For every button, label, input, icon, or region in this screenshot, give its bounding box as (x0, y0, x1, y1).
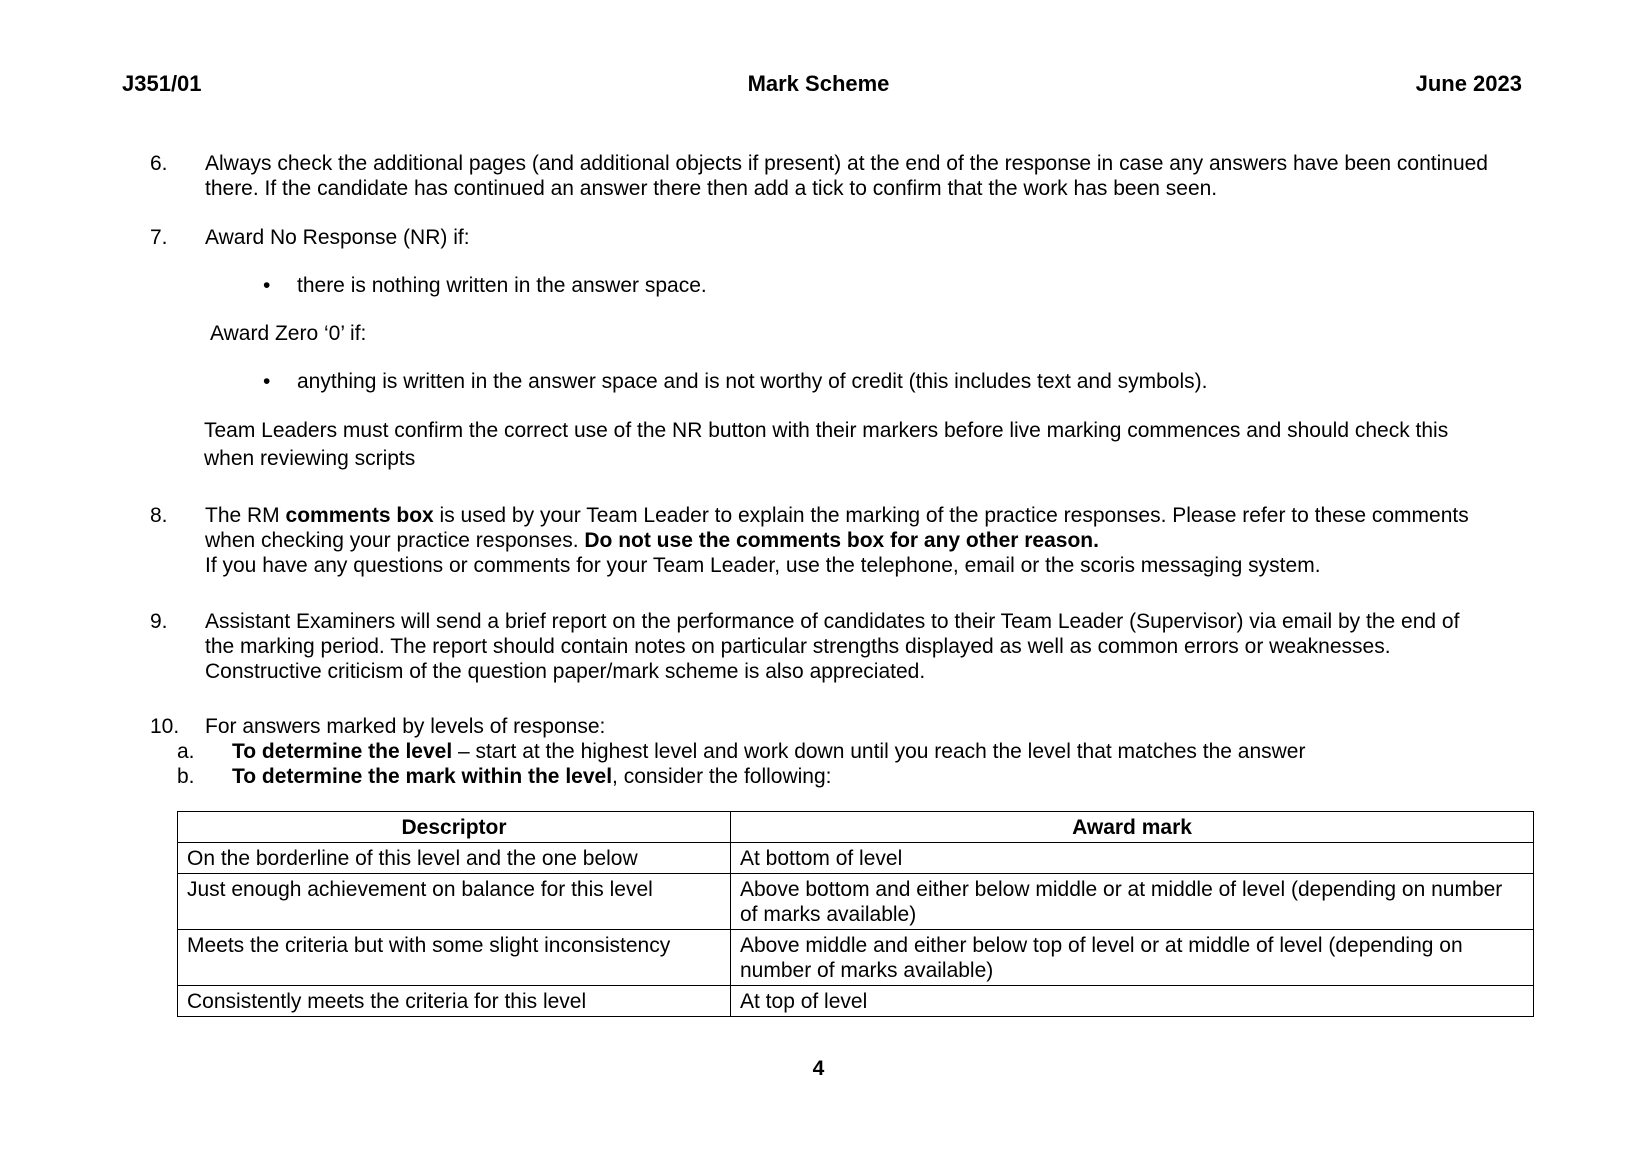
document-code: J351/01 (122, 71, 202, 96)
column-header-descriptor: Descriptor (178, 812, 731, 843)
item-8-line-1: The RM comments box is used by your Team Leader to explain the marking of the practice responses. Please refer to these comments (205, 504, 1469, 527)
item-9-number: 9. (150, 610, 168, 633)
item-8-number: 8. (150, 504, 168, 527)
table-row (178, 986, 1534, 1017)
item-10-intro: For answers marked by levels of response: (205, 715, 606, 738)
item-7-bullet-nr: there is nothing written in the answer space. (297, 274, 707, 297)
document-title: Mark Scheme (747, 71, 890, 96)
table-row (178, 930, 1534, 986)
column-header-award-mark: Award mark (731, 812, 1534, 843)
table-row (178, 874, 1534, 930)
item-10-number: 10. (150, 715, 180, 738)
item-8-line-2: when checking your practice responses. Do not use the comments box for any other reason. (205, 529, 1099, 552)
document-date: June 2023 (1415, 71, 1522, 96)
item-8-line-3: If you have any questions or comments for your Team Leader, use the telephone, email or the scoris messaging system. (205, 554, 1321, 577)
bullet-icon: • (263, 370, 271, 393)
descriptor-table (177, 811, 1534, 1017)
item-7-intro: Award No Response (NR) if: (205, 226, 470, 249)
item-7-team-line-1: Team Leaders must confirm the correct use of the NR button with their markers before live marking commences and should check this (204, 419, 1449, 442)
descriptor-cell: Just enough achievement on balance for this level (178, 874, 731, 930)
item-6-line-2: there. If the candidate has continued an answer there then add a tick to confirm that the work has been seen. (205, 177, 1218, 200)
item-10-b-text: To determine the mark within the level, consider the following: (232, 765, 832, 788)
item-9-line-3: Constructive criticism of the question paper/mark scheme is also appreciated. (205, 660, 926, 683)
descriptor-cell: Consistently meets the criteria for this level (178, 986, 731, 1017)
descriptor-cell: On the borderline of this level and the one below (178, 843, 731, 874)
comments-warning: Do not use the comments box for any other reason. (584, 529, 1099, 552)
item-7-number: 7. (150, 226, 168, 249)
item-7-zero-intro: Award Zero ‘0’ if: (210, 322, 367, 345)
item-7-team-line-2: when reviewing scripts (204, 447, 416, 470)
award-mark-cell: At top of level (731, 986, 1534, 1017)
bullet-icon: • (263, 274, 271, 297)
descriptor-cell: Meets the criteria but with some slight inconsistency (178, 930, 731, 986)
item-9-line-1: Assistant Examiners will send a brief report on the performance of candidates to their Team Leader (Supervisor) via email by the end of (205, 610, 1460, 633)
award-mark-cell: Above bottom and either below middle or at middle of level (depending on number of marks available) (731, 874, 1534, 930)
item-10-b-label: b. (177, 765, 195, 788)
item-6-number: 6. (150, 152, 168, 175)
page-number: 4 (812, 1057, 825, 1080)
award-mark-cell: At bottom of level (731, 843, 1534, 874)
item-10-a-label: a. (177, 740, 195, 763)
item-7-bullet-zero: anything is written in the answer space and is not worthy of credit (this includes text and symbols). (297, 370, 1208, 393)
table-row (178, 843, 1534, 874)
item-6-line-1: Always check the additional pages (and additional objects if present) at the end of the response in case any answers have been continued (205, 152, 1488, 175)
table-header-row (178, 812, 1534, 843)
award-mark-cell: Above middle and either below top of level or at middle of level (depending on number of marks available) (731, 930, 1534, 986)
comments-box-term: comments box (285, 504, 434, 527)
item-10-a-text: To determine the level – start at the highest level and work down until you reach the level that matches the answer (232, 740, 1306, 763)
item-9-line-2: the marking period. The report should contain notes on particular strengths displayed as well as common errors or weaknesses. (205, 635, 1391, 658)
